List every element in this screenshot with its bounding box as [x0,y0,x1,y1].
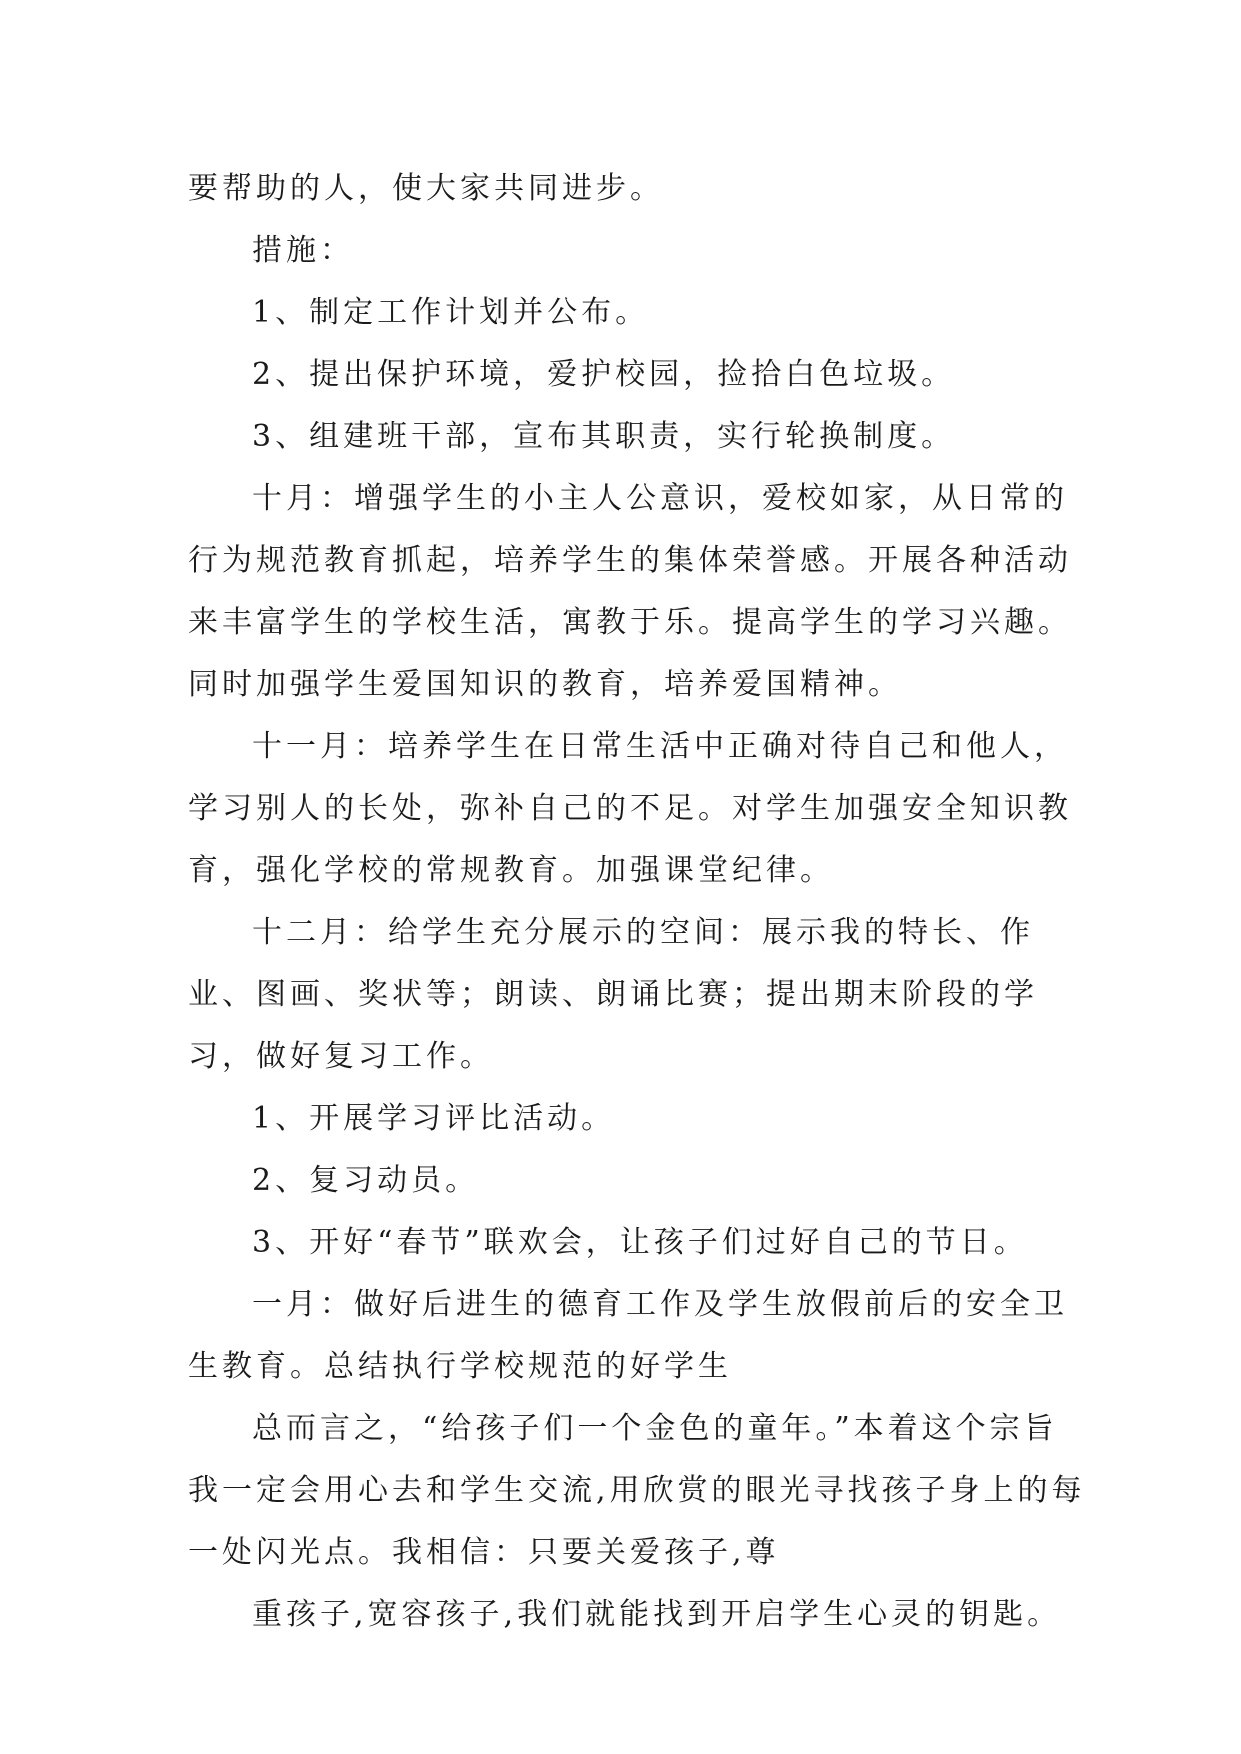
paragraph: 重孩子,宽容孩子,我们就能找到开启学生心灵的钥匙。 [252,1597,1062,1632]
document-body [188,158,1088,1646]
paragraph: 一月：做好后进生的德育工作及学生放假前后的安全卫生教育。总结执行学校规范的好学生 [188,1287,1068,1384]
list-item: 1、制定工作计划并公布。 [252,295,650,330]
list-item: 2、复习动员。 [252,1163,480,1198]
paragraph: 十二月：给学生充分展示的空间：展示我的特长、作业、图画、奖状等；朗读、朗诵比赛；提出期末阶段的学习，做好复习工作。 [188,915,1038,1074]
paragraph: 十一月：培养学生在日常生活中正确对待自己和他人，学习别人的长处，弥补自己的不足。对学生加强安全知识教育，强化学校的常规教育。加强课堂纪律。 [188,729,1072,888]
list-item: 3、开好“春节”联欢会，让孩子们过好自己的节日。 [252,1225,1028,1260]
paragraph: 措施： [252,233,354,268]
list-item: 3、组建班干部，宣布其职责，实行轮换制度。 [252,419,956,454]
paragraph: 十月：增强学生的小主人公意识，爱校如家，从日常的行为规范教育抓起，培养学生的集体荣誉感。开展各种活动来丰富学生的学校生活，寓教于乐。提高学生的学习兴趣。同时加强学生爱国知识的教育，培养爱国精神。 [188,481,1072,702]
paragraph: 要帮助的人，使大家共同进步。 [188,171,664,206]
paragraph: 总而言之，“给孩子们一个金色的童年。”本着这个宗旨我一定会用心去和学生交流,用欣赏的眼光寻找孩子身上的每一处闪光点。我相信：只要关爱孩子,尊 [188,1411,1086,1570]
list-item: 1、开展学习评比活动。 [252,1101,616,1136]
list-item: 2、提出保护环境，爱护校园，捡拾白色垃圾。 [252,357,956,392]
